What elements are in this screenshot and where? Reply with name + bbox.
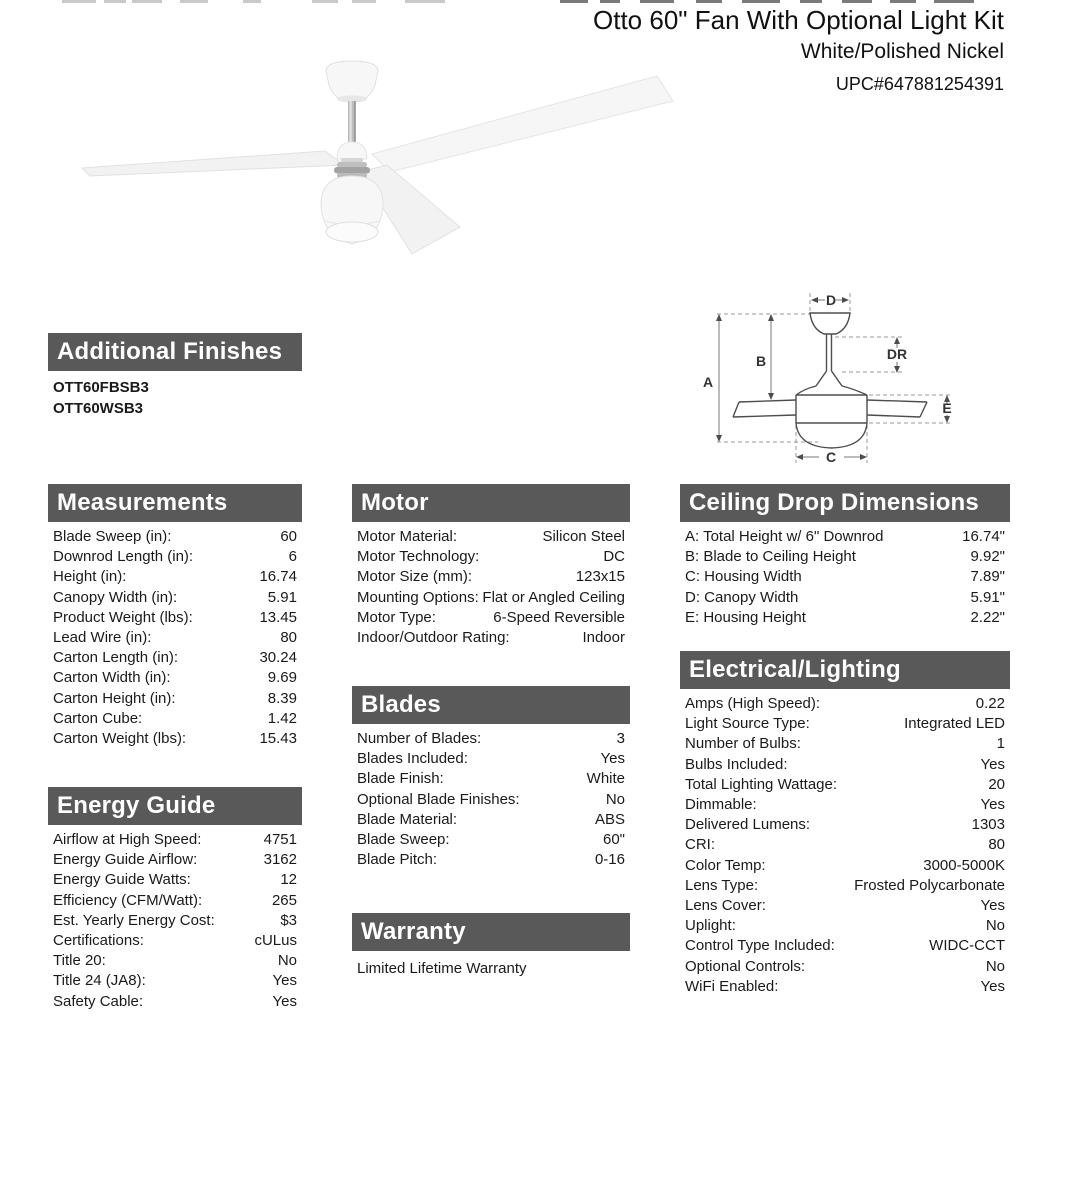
spec-value: Yes — [980, 897, 1005, 915]
spec-value: 12 — [280, 871, 297, 889]
spec-row — [53, 689, 297, 709]
spec-value: Yes — [980, 755, 1005, 773]
spec-label: Carton Cube: — [53, 709, 143, 727]
spec-value: cULus — [254, 932, 297, 950]
spec-value: 7.89" — [970, 568, 1005, 586]
spec-label: Uplight: — [685, 917, 736, 935]
spec-row — [53, 951, 297, 971]
spec-label: Control Type Included: — [685, 937, 835, 955]
spec-value: 8.39 — [267, 689, 297, 707]
spec-row — [685, 714, 1005, 734]
finish-list — [48, 377, 302, 419]
dim-label-d: D — [825, 292, 837, 308]
blades-rows — [352, 729, 630, 870]
spec-label: Est. Yearly Energy Cost: — [53, 911, 215, 929]
spec-label: Safety Cable: — [53, 992, 144, 1010]
spec-row — [357, 628, 625, 648]
spec-label: Lens Cover: — [685, 897, 766, 915]
spec-label: Motor Technology: — [357, 548, 480, 566]
spec-label: Blades Included: — [357, 750, 468, 768]
fan-product-image — [60, 55, 700, 285]
spec-label: B: Blade to Ceiling Height — [685, 548, 856, 566]
spec-value: No — [605, 790, 625, 808]
spec-row — [53, 567, 297, 587]
spec-label: Carton Height (in): — [53, 689, 176, 707]
spec-label: Number of Blades: — [357, 730, 482, 747]
section-header-measurements: Measurements — [48, 484, 302, 522]
spec-label: Delivered Lumens: — [685, 816, 811, 834]
spec-label: Number of Bulbs: — [685, 735, 801, 753]
spec-value: 265 — [271, 891, 297, 909]
section-motor — [352, 484, 630, 648]
spec-value: Yes — [600, 750, 625, 768]
product-title: Otto 60" Fan With Optional Light Kit — [593, 5, 1004, 35]
spec-row — [685, 755, 1005, 775]
spec-row — [53, 709, 297, 729]
spec-value: Integrated LED — [904, 715, 1005, 733]
spec-row — [53, 971, 297, 991]
spec-label: Carton Length (in): — [53, 649, 179, 667]
spec-value: Frosted Polycarbonate — [854, 876, 1005, 894]
spec-value: 3 — [616, 730, 625, 747]
spec-row — [357, 749, 625, 769]
spec-label: Light Source Type: — [685, 715, 810, 733]
spec-label: A: Total Height w/ 6" Downrod — [685, 528, 884, 545]
spec-value: ABS — [594, 810, 625, 828]
spec-row — [685, 795, 1005, 815]
spec-value: Yes — [980, 796, 1005, 814]
spec-label: Lead Wire (in): — [53, 629, 152, 647]
spec-label: Total Lighting Wattage: — [685, 775, 838, 793]
spec-value: WIDC-CCT — [929, 937, 1005, 955]
finish-item: OTT60FBSB3 — [53, 379, 149, 396]
product-finish: White/Polished Nickel — [800, 40, 1004, 63]
spec-row — [53, 668, 297, 688]
spec-value: 16.74" — [962, 528, 1005, 545]
spec-row — [685, 835, 1005, 855]
spec-row — [685, 694, 1005, 714]
spec-value: 16.74 — [259, 568, 297, 586]
section-header-energy-guide: Energy Guide — [48, 787, 302, 825]
spec-label: Amps (High Speed): — [685, 695, 821, 712]
spec-value: White — [586, 770, 625, 788]
spec-row — [53, 870, 297, 890]
spec-label: Energy Guide Airflow: — [53, 851, 198, 869]
spec-value: Yes — [980, 977, 1005, 995]
section-header-additional-finishes: Additional Finishes — [48, 333, 302, 371]
spec-label: CRI: — [685, 836, 715, 854]
spec-value: 80 — [280, 629, 297, 647]
spec-row — [685, 527, 1005, 547]
spec-value: $3 — [280, 911, 297, 929]
spec-value: 6-Speed Reversible — [493, 608, 625, 626]
spec-row — [685, 896, 1005, 916]
spec-value: 1303 — [971, 816, 1005, 834]
spec-label: Product Weight (lbs): — [53, 608, 193, 626]
spec-value: 60" — [602, 831, 625, 849]
spec-row — [685, 588, 1005, 608]
spec-label: Certifications: — [53, 932, 144, 950]
spec-label: Indoor/Outdoor Rating: — [357, 629, 510, 647]
product-upc: UPC#647881254391 — [835, 74, 1004, 94]
spec-row — [685, 567, 1005, 587]
spec-label: Color Temp: — [685, 856, 766, 874]
section-warranty — [352, 913, 630, 977]
spec-row — [53, 891, 297, 911]
spec-value: 15.43 — [259, 730, 297, 748]
spec-row — [53, 729, 297, 749]
spec-value: DC — [603, 548, 625, 566]
measurements-rows — [48, 527, 302, 749]
spec-value: 3162 — [263, 851, 297, 869]
spec-value: 1.42 — [267, 709, 297, 727]
spec-value: No — [985, 957, 1005, 975]
spec-label: Blade Sweep (in): — [53, 528, 172, 545]
finish-item: OTT60WSB3 — [53, 400, 144, 417]
spec-value: 3000-5000K — [923, 856, 1005, 874]
spec-value: 60 — [280, 528, 297, 545]
spec-value: 5.91" — [970, 588, 1005, 606]
section-header-warranty: Warranty — [352, 913, 630, 951]
motor-rows — [352, 527, 630, 648]
spec-row — [357, 547, 625, 567]
spec-value: 80 — [988, 836, 1005, 854]
spec-row — [53, 588, 297, 608]
dim-label-b: B — [755, 353, 767, 369]
spec-value: Silicon Steel — [542, 528, 625, 545]
spec-label: Lens Type: — [685, 876, 759, 894]
dim-label-dr: DR — [886, 346, 908, 362]
spec-row — [685, 856, 1005, 876]
spec-value: Yes — [272, 992, 297, 1010]
spec-row — [53, 547, 297, 567]
dim-label-c: C — [825, 449, 837, 465]
spec-row — [53, 648, 297, 668]
section-electrical-lighting — [680, 651, 1010, 997]
spec-value: Flat or Angled Ceiling — [482, 588, 625, 606]
dim-label-e: E — [942, 400, 952, 416]
spec-value: 9.92" — [970, 548, 1005, 566]
section-blades — [352, 686, 630, 870]
spec-value: 123x15 — [575, 568, 625, 586]
electrical-rows — [680, 694, 1010, 997]
spec-value: Indoor — [582, 629, 625, 647]
spec-label: Blade Finish: — [357, 770, 444, 788]
spec-label: Blade Sweep: — [357, 831, 450, 849]
spec-row — [357, 567, 625, 587]
spec-row — [357, 790, 625, 810]
spec-label: D: Canopy Width — [685, 588, 799, 606]
spec-row — [685, 936, 1005, 956]
section-measurements — [48, 484, 302, 749]
section-ceiling-drop-dimensions — [680, 484, 1010, 628]
spec-row — [357, 608, 625, 628]
spec-label: WiFi Enabled: — [685, 977, 779, 995]
spec-label: Mounting Options: — [357, 588, 479, 606]
spec-label: Canopy Width (in): — [53, 588, 178, 606]
spec-label: C: Housing Width — [685, 568, 802, 586]
spec-row — [685, 734, 1005, 754]
dimension-diagram — [690, 285, 1080, 475]
spec-label: Height (in): — [53, 568, 127, 586]
spec-row — [357, 810, 625, 830]
spec-value: 9.69 — [267, 669, 297, 687]
ceiling-drop-rows — [680, 527, 1010, 628]
spec-row — [53, 992, 297, 1012]
spec-value: 0.22 — [975, 695, 1005, 712]
spec-row — [53, 830, 297, 850]
spec-row — [357, 850, 625, 870]
section-header-blades: Blades — [352, 686, 630, 724]
spec-label: Motor Type: — [357, 608, 436, 626]
spec-value: 4751 — [263, 831, 297, 848]
spec-value: 20 — [988, 775, 1005, 793]
spec-row — [357, 729, 625, 749]
energy-guide-rows — [48, 830, 302, 1012]
spec-label: Dimmable: — [685, 796, 757, 814]
dim-label-a: A — [702, 374, 714, 390]
spec-row — [685, 957, 1005, 977]
section-header-ceiling-drop: Ceiling Drop Dimensions — [680, 484, 1010, 522]
spec-value: 30.24 — [259, 649, 297, 667]
spec-row — [53, 527, 297, 547]
spec-row — [685, 977, 1005, 997]
spec-row — [685, 815, 1005, 835]
section-energy-guide — [48, 787, 302, 1012]
section-header-motor: Motor — [352, 484, 630, 522]
spec-label: Efficiency (CFM/Watt): — [53, 891, 203, 909]
spec-label: Motor Size (mm): — [357, 568, 473, 586]
spec-label: Airflow at High Speed: — [53, 831, 202, 848]
spec-label: Title 24 (JA8): — [53, 972, 146, 990]
spec-row — [685, 547, 1005, 567]
section-additional-finishes — [48, 333, 302, 419]
spec-row — [685, 916, 1005, 936]
spec-value: No — [277, 952, 297, 970]
spec-row — [685, 876, 1005, 896]
spec-row — [685, 608, 1005, 628]
spec-label: Carton Width (in): — [53, 669, 171, 687]
spec-row — [357, 527, 625, 547]
spec-row — [685, 775, 1005, 795]
spec-value: 6 — [288, 548, 297, 566]
spec-value: No — [985, 917, 1005, 935]
spec-value: Yes — [272, 972, 297, 990]
spec-value: 0-16 — [594, 851, 625, 869]
spec-row — [357, 830, 625, 850]
spec-label: E: Housing Height — [685, 608, 806, 626]
spec-row — [53, 931, 297, 951]
spec-value: 5.91 — [267, 588, 297, 606]
spec-label: Motor Material: — [357, 528, 458, 545]
spec-value: 2.22" — [970, 608, 1005, 626]
spec-label: Carton Weight (lbs): — [53, 730, 187, 748]
spec-label: Energy Guide Watts: — [53, 871, 191, 889]
spec-row — [357, 769, 625, 789]
spec-label: Optional Blade Finishes: — [357, 790, 520, 808]
spec-label: Downrod Length (in): — [53, 548, 194, 566]
spec-label: Blade Pitch: — [357, 851, 438, 869]
spec-row — [53, 850, 297, 870]
spec-value: 1 — [996, 735, 1005, 753]
spec-label: Blade Material: — [357, 810, 458, 828]
spec-label: Title 20: — [53, 952, 106, 970]
warranty-text: Limited Lifetime Warranty — [357, 960, 527, 977]
spec-row — [53, 608, 297, 628]
spec-value: 13.45 — [259, 608, 297, 626]
spec-label: Bulbs Included: — [685, 755, 788, 773]
section-header-electrical: Electrical/Lighting — [680, 651, 1010, 689]
spec-label: Optional Controls: — [685, 957, 806, 975]
spec-row — [53, 628, 297, 648]
spec-row — [357, 588, 625, 608]
spec-row — [53, 911, 297, 931]
